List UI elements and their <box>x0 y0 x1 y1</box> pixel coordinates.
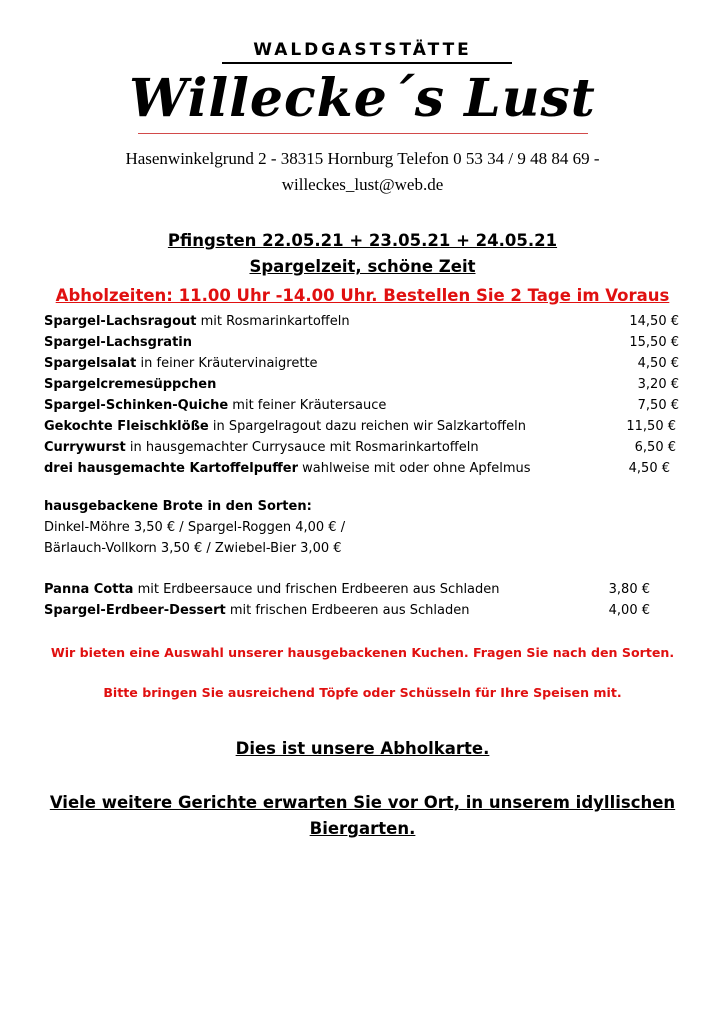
menu-item <box>44 332 684 353</box>
dish-name: Currywurst <box>44 440 126 455</box>
dish-price: 6,50 € <box>634 440 676 455</box>
bread-section <box>44 496 345 559</box>
dessert-name: Panna Cotta <box>44 582 134 597</box>
date-heading: Pfingsten 22.05.21 + 23.05.21 + 24.05.21 <box>167 231 558 250</box>
dessert-item <box>44 579 664 600</box>
dish-desc: in Spargelragout dazu reichen wir Salzkartoffeln <box>208 419 526 434</box>
dish-price: 4,50 € <box>637 356 679 371</box>
dessert-list <box>44 579 664 621</box>
dish-name: Spargelsalat <box>44 356 137 371</box>
dish-price: 3,20 € <box>637 377 679 392</box>
dish-name: Spargelcremesüppchen <box>44 377 217 392</box>
kicker-underline <box>222 62 512 64</box>
pickup-heading: Abholzeiten: 11.00 Uhr -14.00 Uhr. Bestellen Sie 2 Tage im Voraus <box>55 286 670 305</box>
dish-price: 15,50 € <box>629 335 679 350</box>
dish-desc: mit feiner Kräutersauce <box>228 398 387 413</box>
menu-list <box>44 311 684 479</box>
brand-logo-text: Willecke´s Lust <box>129 68 596 129</box>
address-block <box>60 146 665 198</box>
bread-title: hausgebackene Brote in den Sorten: <box>44 499 312 514</box>
dish-name: Spargel-Lachsragout <box>44 314 197 329</box>
beer-garden-text <box>0 790 725 842</box>
bread-line: Bärlauch-Vollkorn 3,50 € / Zwiebel-Bier 3,00 € <box>44 541 342 556</box>
dish-price: 4,50 € <box>628 461 670 476</box>
dish-desc: in feiner Kräutervinaigrette <box>136 356 318 371</box>
pots-note: Bitte bringen Sie ausreichend Töpfe oder Schüsseln für Ihre Speisen mit. <box>103 685 622 700</box>
dessert-desc: mit frischen Erdbeeren aus Schladen <box>225 603 470 618</box>
menu-item <box>44 353 684 374</box>
menu-item <box>44 416 684 437</box>
header-kicker: WALDGASTSTÄTTE <box>253 40 472 60</box>
menu-item <box>44 395 684 416</box>
cake-note: Wir bieten eine Auswahl unserer hausgebackenen Kuchen. Fragen Sie nach den Sorten. <box>50 645 675 660</box>
beer-garden-line: Biergarten. <box>309 819 416 838</box>
address-line: Hasenwinkelgrund 2 - 38315 Hornburg Telefon 0 53 34 / 9 48 84 69 - <box>125 149 600 168</box>
dessert-item <box>44 600 664 621</box>
menu-item <box>44 437 684 458</box>
dish-price: 14,50 € <box>629 314 679 329</box>
motto-heading: Spargelzeit, schöne Zeit <box>249 257 476 276</box>
dish-name: Spargel-Schinken-Quiche <box>44 398 229 413</box>
dessert-price: 3,80 € <box>608 582 650 597</box>
dish-name: drei hausgemachte Kartoffelpuffer <box>44 461 299 476</box>
dish-price: 7,50 € <box>637 398 679 413</box>
dish-name: Spargel-Lachsgratin <box>44 335 192 350</box>
menu-item <box>44 374 684 395</box>
menu-item <box>44 311 684 332</box>
brand-rule <box>138 133 588 134</box>
dish-desc: wahlweise mit oder ohne Apfelmus <box>298 461 531 476</box>
dish-desc: mit Rosmarinkartoffeln <box>196 314 350 329</box>
menu-item <box>44 458 684 479</box>
dessert-price: 4,00 € <box>608 603 650 618</box>
dish-desc: in hausgemachter Currysauce mit Rosmarinkartoffeln <box>125 440 479 455</box>
email-line: willeckes_lust@web.de <box>281 175 444 194</box>
beer-garden-line: Viele weitere Gerichte erwarten Sie vor Ort, in unserem idyllischen <box>49 793 676 812</box>
dish-price: 11,50 € <box>626 419 676 434</box>
pickup-card-heading: Dies ist unsere Abholkarte. <box>235 739 490 758</box>
dessert-name: Spargel-Erdbeer-Dessert <box>44 603 226 618</box>
dish-name: Gekochte Fleischklöße <box>44 419 209 434</box>
dessert-desc: mit Erdbeersauce und frischen Erdbeeren aus Schladen <box>133 582 500 597</box>
bread-line: Dinkel-Möhre 3,50 € / Spargel-Roggen 4,00 € / <box>44 520 346 535</box>
